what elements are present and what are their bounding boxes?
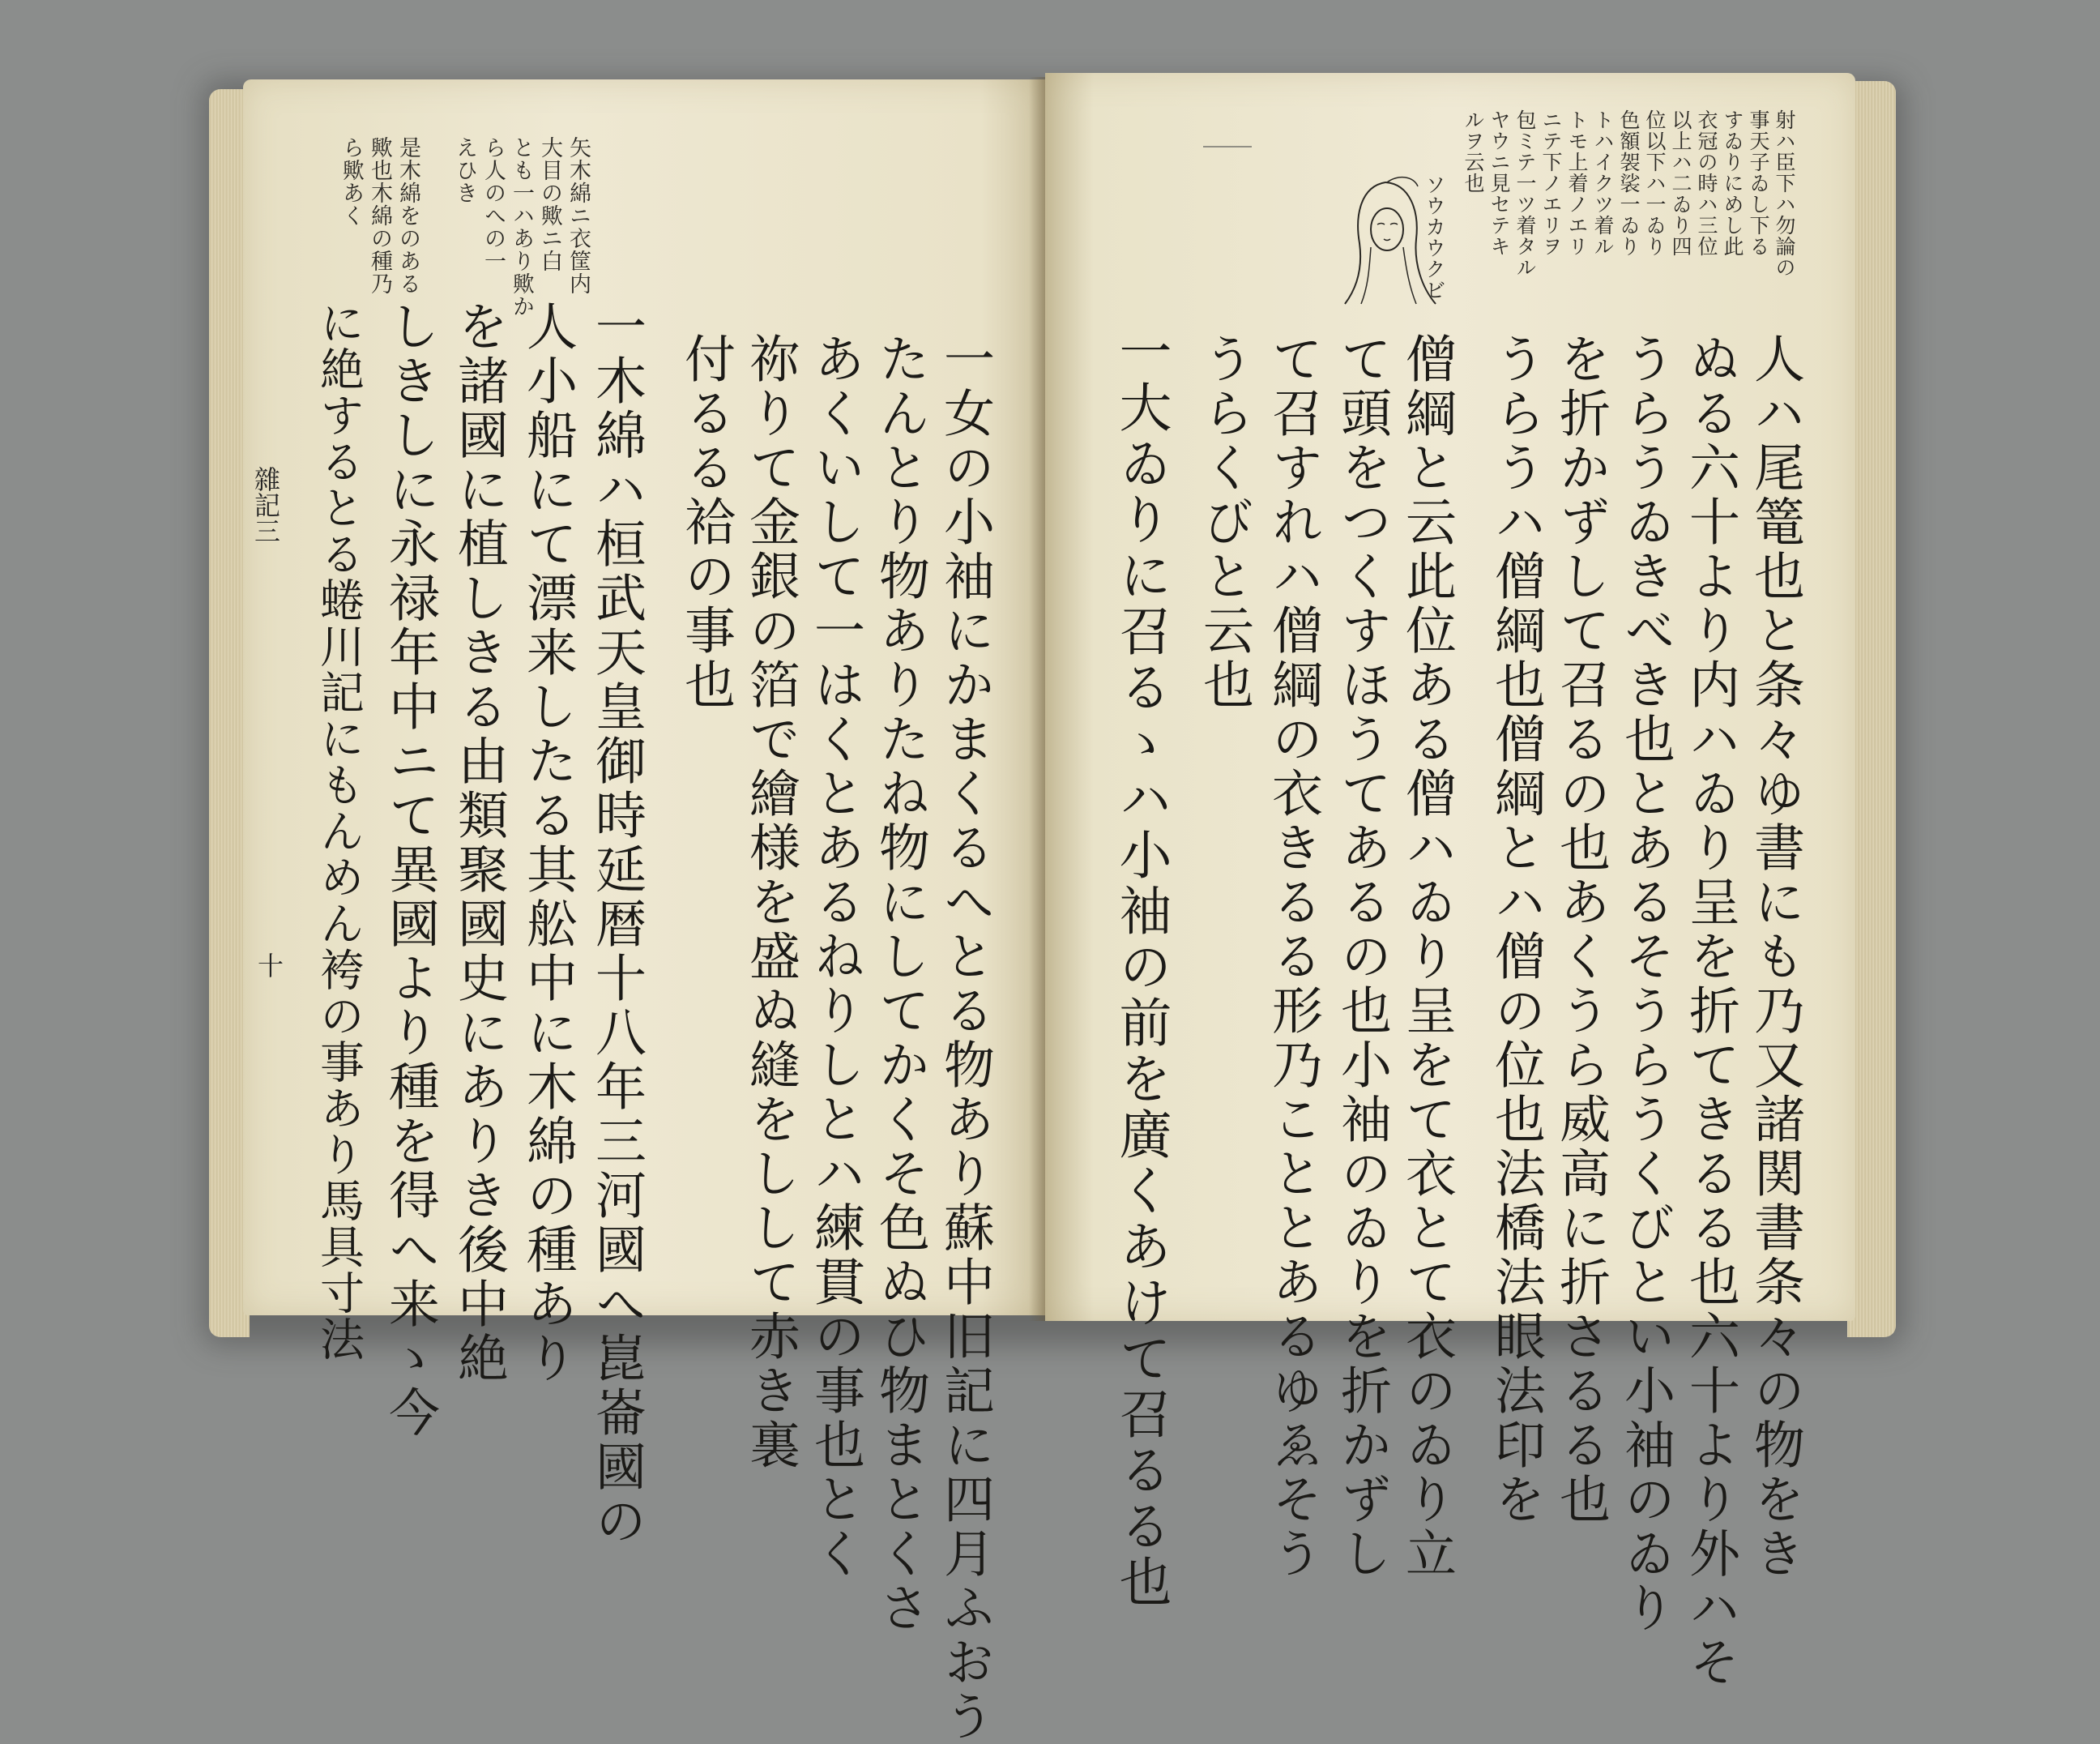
note-line: ニテ下ノエリヲ — [1539, 109, 1563, 257]
text-column: あくいして一はくとあるねりしとハ練貫の事也とく — [806, 332, 865, 1581]
note-line: 事天子ゐし下る — [1747, 109, 1770, 257]
note-line: 位以下ハ一ゐり — [1643, 109, 1667, 257]
text-column: 一木綿ハ桓武天皇御時延暦十八年三河國へ崑崙國の — [587, 300, 647, 1549]
note-line: とも一ハあり歟か — [509, 136, 534, 318]
margin-label: 雜記三 — [250, 466, 281, 544]
text-column: 僧綱と云此位ある僧ハゐり呈をて衣とて衣のゐり立 — [1398, 332, 1457, 1581]
text-column: に絶するとる蜷川記にもんめん袴の事あり馬具寸法 — [313, 300, 365, 1362]
rule-mark — [1203, 146, 1252, 147]
note-line: ら人のへの一 — [480, 136, 506, 272]
text-column: を折かずして召るの也あくうら威高に折さるる也 — [1552, 332, 1611, 1527]
text-column: しきしに永禄年中ニて異國より種を得へ来ゝ今 — [381, 300, 440, 1440]
text-column: 一女の小袖にかまくるへとる物あり蘇中旧記に四月ふおう — [936, 332, 995, 1744]
text-column: たんとり物ありたね物にしてかくそ色ぬひ物まとくさ — [871, 332, 930, 1635]
note-line: 衣冠の時ハ三位 — [1695, 109, 1718, 257]
figure-caption: ソウカウクビ — [1423, 174, 1446, 301]
note-line: えひき — [452, 136, 477, 204]
text-column: て召すれハ僧綱の衣きるる形乃こととあるゆゑそう — [1264, 332, 1323, 1581]
text-column: を諸國に植しきる由類聚國史にありき後中絶 — [450, 300, 509, 1386]
note-line: 以上ハ二ゐり四 — [1669, 109, 1692, 257]
text-column: 人小船にて漂来したる其舩中に木綿の種あり — [519, 300, 578, 1386]
note-line: 包ミテ一ツ着タル — [1513, 109, 1537, 278]
text-column: 祢りて金銀の箔で繪様を盛ぬ縫をしして赤き裏 — [741, 332, 800, 1473]
text-column: 付るる袷の事也 — [677, 332, 736, 712]
text-column: 一大ゐりに召るゝハ小袖の前を廣くあけて召るる也 — [1110, 324, 1171, 1610]
note-line: 色額袈裟一ゐり — [1617, 109, 1641, 257]
page-number: 十 — [254, 952, 284, 978]
text-column: て頭をつくすほうてあるの也小袖のゐりを折かずし — [1333, 332, 1392, 1581]
text-column: ぬる六十より内ハゐり呈を折てきるる也六十より外ハそ — [1681, 332, 1740, 1690]
text-column: うらくびと云也 — [1195, 332, 1254, 712]
text-column: うらうハ僧綱也僧綱とハ僧の位也法橋法眼法印を — [1487, 332, 1546, 1527]
note-line: トモ上着ノエリ — [1565, 109, 1589, 257]
note-line: 是木綿をのある — [395, 136, 420, 295]
note-line: 大目の歟ニ白 — [537, 136, 562, 272]
note-line: ヤウニ見セテキ — [1488, 109, 1511, 257]
note-line: ルヲ云也 — [1462, 109, 1485, 194]
note-line: すゐりにめし此 — [1721, 109, 1744, 257]
note-line: ら歟あく — [339, 136, 364, 227]
note-line: 歟也木綿の種乃 — [367, 136, 392, 295]
text-column: うらうゐきべき也とあるそうらうくびとい小袖のゐり — [1616, 332, 1675, 1635]
note-line: 矢木綿ニ衣筐内 — [566, 136, 591, 295]
text-column: 人ハ尾篭也と条々ゆ書にも乃又諸関書条々の物をき — [1746, 332, 1805, 1581]
note-line: トハイクツ着ル — [1591, 109, 1615, 257]
note-line: 射ハ臣下ハ勿論の — [1773, 109, 1796, 278]
